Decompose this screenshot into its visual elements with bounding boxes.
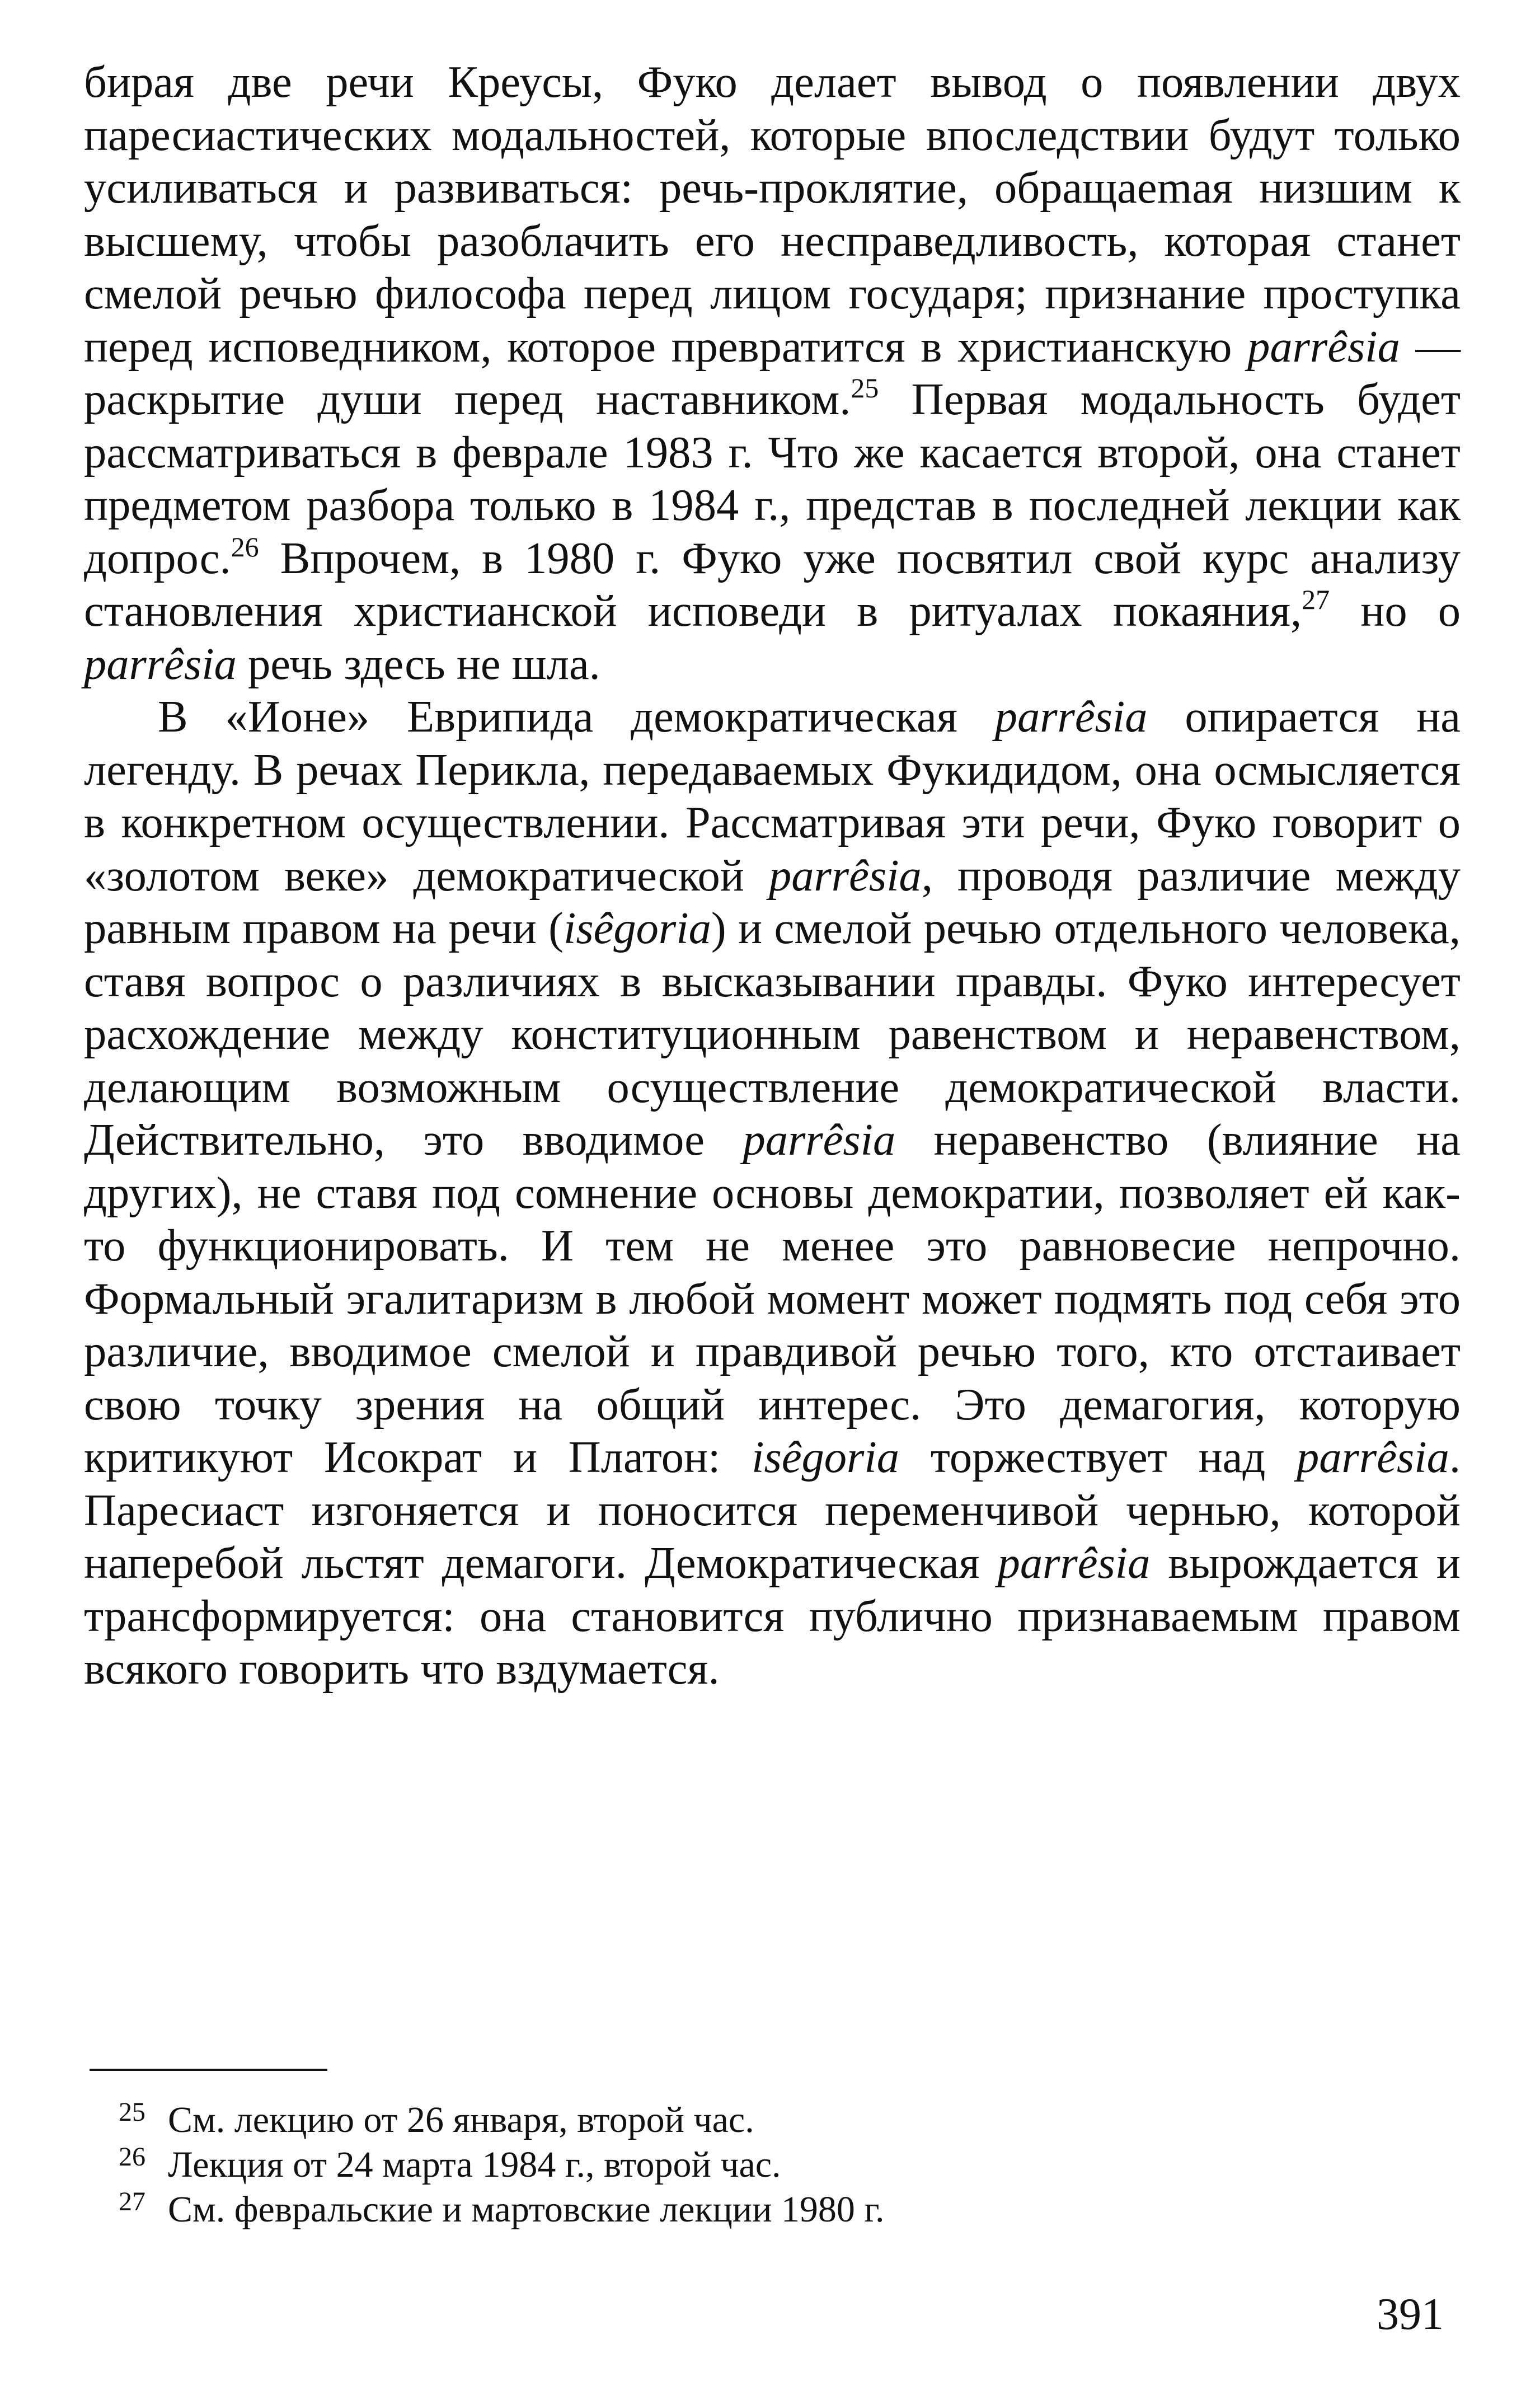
italic-term: parrêsia — [1297, 1432, 1449, 1482]
book-page — [84, 56, 1461, 2351]
footnote-divider — [90, 2069, 327, 2071]
italic-term: isêgoria — [563, 903, 711, 953]
text-span: , проводя различие между равным правом на речи ( — [84, 850, 1461, 953]
text-span: Первая модальность будет рассматриваться в феврале 1983 г. Что же касается второй, она станет предметом разбора только в 1984 г., представ в последней лекции как допрос. — [84, 374, 1461, 583]
text-span: — раскрытие души перед наставником. — [84, 321, 1461, 424]
footnote-text: Лекция от 24 марта 1984 г., второй час. — [168, 2144, 781, 2185]
text-span: речь здесь не шла. — [236, 639, 600, 689]
text-span: бирая две речи Креусы, Фуко делает вывод о появлении двух пaресиастических модальностей, которые впоследствии будут только усиливаться и развиваться: речь-проклятие, обращаеmая низшим к высшему, чтобы разоблачить его несправедливость, которая станет смелой речью философа перед лицом государя; признание проступка перед исповедником, которое превратится в христианскую — [84, 57, 1461, 372]
paragraph-1 — [84, 56, 1461, 691]
footnote-27: 27 См. февральские и мартовские лекции 1980 г. — [119, 2187, 885, 2230]
italic-term: isêgoria — [752, 1432, 899, 1482]
text-span: опирается на легенду. В речах Перикла, передаваемых Фукидидом, она осмысляется в конкретном осуществлении. Рассматривая эти речи, Фуко говорит о «золотом веке» демократической — [84, 692, 1461, 901]
text-span: торжествует над — [899, 1432, 1297, 1482]
italic-term: parrêsia — [1247, 321, 1400, 372]
page-number: 391 — [1377, 2290, 1444, 2339]
text-span: неравенство (влияние на других), не ставя под сомнение основы демократии, позволяет ей как-то функционировать. И тем не менее это равновесие непрочно. Формальный эгалитаризм в любой момент может подмять под себя это различие, вводимое смелой и правдивой речью того, кто отстаивает свою точку зрения на общий интерес. Это демагогия, которую критикуют Исократ и Платон: — [84, 1115, 1461, 1482]
text-span: но о — [1330, 586, 1461, 636]
italic-term: parrêsia — [743, 1115, 896, 1165]
italic-term: parrêsia — [768, 850, 922, 901]
footnote-26: 26 Лекция от 24 марта 1984 г., второй час. — [119, 2142, 781, 2185]
footnote-ref-27: 27 — [1302, 584, 1330, 615]
footnote-ref-25: 25 — [851, 372, 879, 404]
italic-term: parrêsia — [84, 639, 237, 689]
text-span: . Паресиаст изгоняется и поносится переменчивой чернью, которой наперебой льстят демагоги. Демократическая — [84, 1432, 1461, 1588]
italic-term: parrêsia — [994, 692, 1148, 742]
footnote-25: 25 См. лекцию от 26 января, второй час. — [119, 2097, 754, 2140]
text-span: ) и смелой речью отдельного человека, ставя вопрос о различиях в высказывании правды. Фуко интересует расхождение между конституционным равенством и неравенством, делающим возможным осуществление демократической власти. Действительно, это вводимое — [84, 903, 1461, 1165]
footnote-text: См. лекцию от 26 января, второй час. — [168, 2099, 754, 2140]
text-span: В «Ионе» Еврипида демократическая — [158, 692, 995, 742]
footnotes-list — [119, 2098, 1406, 2232]
paragraph-2 — [84, 691, 1461, 1696]
footnote-ref-26: 26 — [231, 531, 259, 563]
italic-term: parrêsia — [997, 1538, 1151, 1588]
text-span: Впрочем, в 1980 г. Фуко уже посвятил свой курс анализу становления христианской исповеди в ритуалах покаяния, — [84, 533, 1461, 636]
footnote-text: См. февральские и мартовские лекции 1980 г. — [168, 2189, 885, 2230]
text-span: вырождается и трансформируется: она становится публично признаваемым правом всякого говорить что вздумается. — [84, 1538, 1461, 1694]
